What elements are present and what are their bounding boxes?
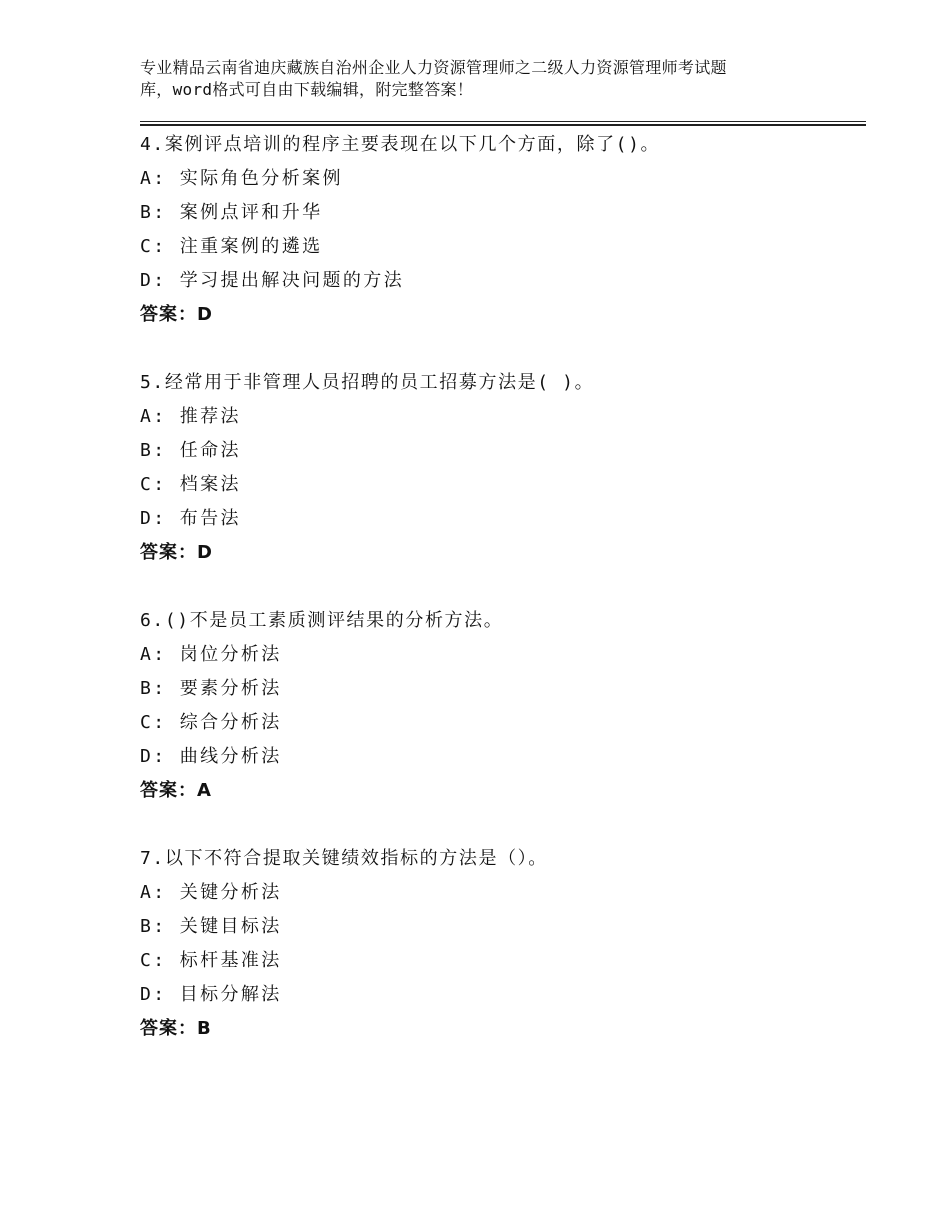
question-7 — [140, 842, 866, 1046]
option-d: D: 曲线分析法 — [140, 746, 282, 767]
question-4 — [140, 128, 866, 332]
header-rule-thick — [140, 124, 866, 126]
option-c: C: 注重案例的遴选 — [140, 236, 323, 257]
header-line-2: 库，word格式可自由下载编辑，附完整答案！ — [140, 80, 474, 99]
option-b: B: 任命法 — [140, 440, 241, 461]
option-c: C: 档案法 — [140, 474, 241, 495]
question-stem: 4.案例评点培训的程序主要表现在以下几个方面，除了()。 — [140, 134, 661, 155]
question-stem: 7.以下不符合提取关键绩效指标的方法是（）。 — [140, 848, 548, 869]
answer-label: 答案：D — [140, 304, 213, 325]
header-rule-thin — [140, 121, 866, 122]
option-a: A: 岗位分析法 — [140, 644, 282, 665]
option-a: A: 关键分析法 — [140, 882, 282, 903]
document-header — [140, 57, 860, 101]
answer-label: 答案：B — [140, 1018, 212, 1039]
question-6 — [140, 604, 866, 808]
option-c: C: 标杆基准法 — [140, 950, 282, 971]
header-line-1: 专业精品云南省迪庆藏族自治州企业人力资源管理师之二级人力资源管理师考试题 — [140, 58, 727, 77]
option-a: A: 推荐法 — [140, 406, 241, 427]
option-c: C: 综合分析法 — [140, 712, 282, 733]
question-stem: 5.经常用于非管理人员招聘的员工招募方法是( )。 — [140, 372, 595, 393]
option-a: A: 实际角色分析案例 — [140, 168, 343, 189]
option-b: B: 关键目标法 — [140, 916, 282, 937]
option-d: D: 布告法 — [140, 508, 241, 529]
question-stem: 6.()不是员工素质测评结果的分析方法。 — [140, 610, 504, 631]
option-d: D: 目标分解法 — [140, 984, 282, 1005]
option-b: B: 要素分析法 — [140, 678, 282, 699]
question-5 — [140, 366, 866, 570]
answer-label: 答案：A — [140, 780, 212, 801]
question-list — [140, 128, 866, 1080]
answer-label: 答案：D — [140, 542, 213, 563]
option-d: D: 学习提出解决问题的方法 — [140, 270, 405, 291]
option-b: B: 案例点评和升华 — [140, 202, 323, 223]
